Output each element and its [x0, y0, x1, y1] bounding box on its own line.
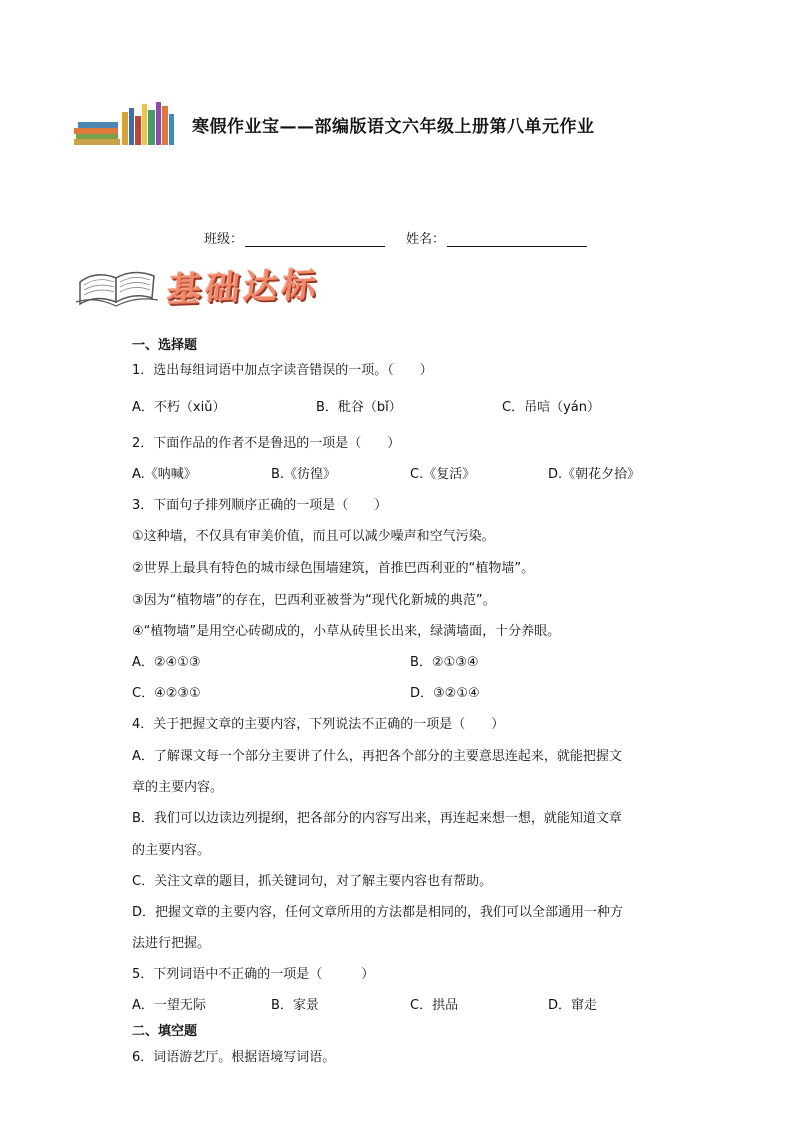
q5-option-b[interactable]: B．家景 [271, 998, 319, 1013]
q4-option-a-line1[interactable]: A．了解课文每一个部分主要讲了什么，再把各个部分的主要意思连起来，就能把握文 [132, 749, 622, 764]
class-label: 班级： [204, 232, 244, 247]
q2-option-c[interactable]: C.《复活》 [410, 467, 476, 482]
q2-option-d[interactable]: D.《朝花夕拾》 [548, 467, 641, 482]
q1-option-a[interactable]: A．不朽（xiǔ） [132, 400, 226, 415]
q4-option-d-line2[interactable]: 法进行把握。 [132, 936, 211, 951]
q1-option-b[interactable]: B．秕谷（bǐ） [316, 400, 402, 415]
q5-stem: 5．下列词语中不正确的一项是（ ） [132, 967, 375, 982]
q3-sentence-4: ④“植物墙”是用空心砖砌成的，小草从砖里长出来，绿满墙面，十分养眼。 [132, 624, 561, 639]
section-fill-heading: 二、填空题 [132, 1024, 198, 1039]
q2-stem: 2．下面作品的作者不是鲁迅的一项是（ ） [132, 436, 401, 451]
name-blank[interactable] [447, 234, 587, 247]
q4-option-a-line2[interactable]: 章的主要内容。 [132, 780, 224, 795]
q4-option-b-line2[interactable]: 的主要内容。 [132, 843, 211, 858]
name-label: 姓名： [406, 232, 446, 247]
class-field [204, 228, 385, 247]
q4-option-b-line1[interactable]: B．我们可以边读边列提纲，把各部分的内容写出来，再连起来想一想，就能知道文章 [132, 811, 622, 826]
q3-option-b[interactable]: B．②①③④ [410, 655, 479, 670]
section-choice-heading: 一、选择题 [132, 338, 198, 353]
books-stack-icon [72, 100, 176, 146]
q3-sentence-1: ①这种墙，不仅具有审美价值，而且可以减少噪声和空气污染。 [132, 529, 495, 544]
q5-option-c[interactable]: C．拱品 [410, 998, 459, 1013]
q2-option-a[interactable]: A.《呐喊》 [132, 467, 197, 482]
q3-sentence-2: ②世界上最具有特色的城市绿色围墙建筑，首推巴西利亚的“植物墙”。 [132, 561, 535, 576]
q6-stem: 6．词语游艺厅。根据语境写词语。 [132, 1050, 336, 1065]
banner-title: 基础达标 [165, 265, 323, 311]
class-blank[interactable] [245, 234, 385, 247]
q3-stem: 3．下面句子排列顺序正确的一项是（ ） [132, 498, 388, 513]
q1-stem: 1．选出每组词语中加点字读音错误的一项。（ ） [132, 363, 433, 378]
q3-option-c[interactable]: C．④②③① [132, 686, 201, 701]
open-book-icon [74, 252, 160, 308]
q3-option-a[interactable]: A．②④①③ [132, 655, 201, 670]
q3-option-d[interactable]: D．③②①④ [410, 686, 480, 701]
page-title: 寒假作业宝——部编版语文六年级上册第八单元作业 [192, 117, 595, 137]
q3-sentence-3: ③因为“植物墙”的存在，巴西利亚被誉为“现代化新城的典范”。 [132, 593, 496, 608]
q1-option-c[interactable]: C．吊唁（yán） [502, 400, 600, 415]
q5-option-d[interactable]: D．窜走 [548, 998, 598, 1013]
q4-option-d-line1[interactable]: D．把握文章的主要内容，任何文章所用的方法都是相同的，我们可以全部通用一种方 [132, 905, 624, 920]
q2-option-b[interactable]: B.《彷徨》 [271, 467, 337, 482]
q4-option-c[interactable]: C．关注文章的题目，抓关键词句，对了解主要内容也有帮助。 [132, 874, 493, 889]
q4-stem: 4．关于把握文章的主要内容，下列说法不正确的一项是（ ） [132, 717, 505, 732]
q5-option-a[interactable]: A．一望无际 [132, 998, 206, 1013]
name-field [406, 228, 587, 247]
